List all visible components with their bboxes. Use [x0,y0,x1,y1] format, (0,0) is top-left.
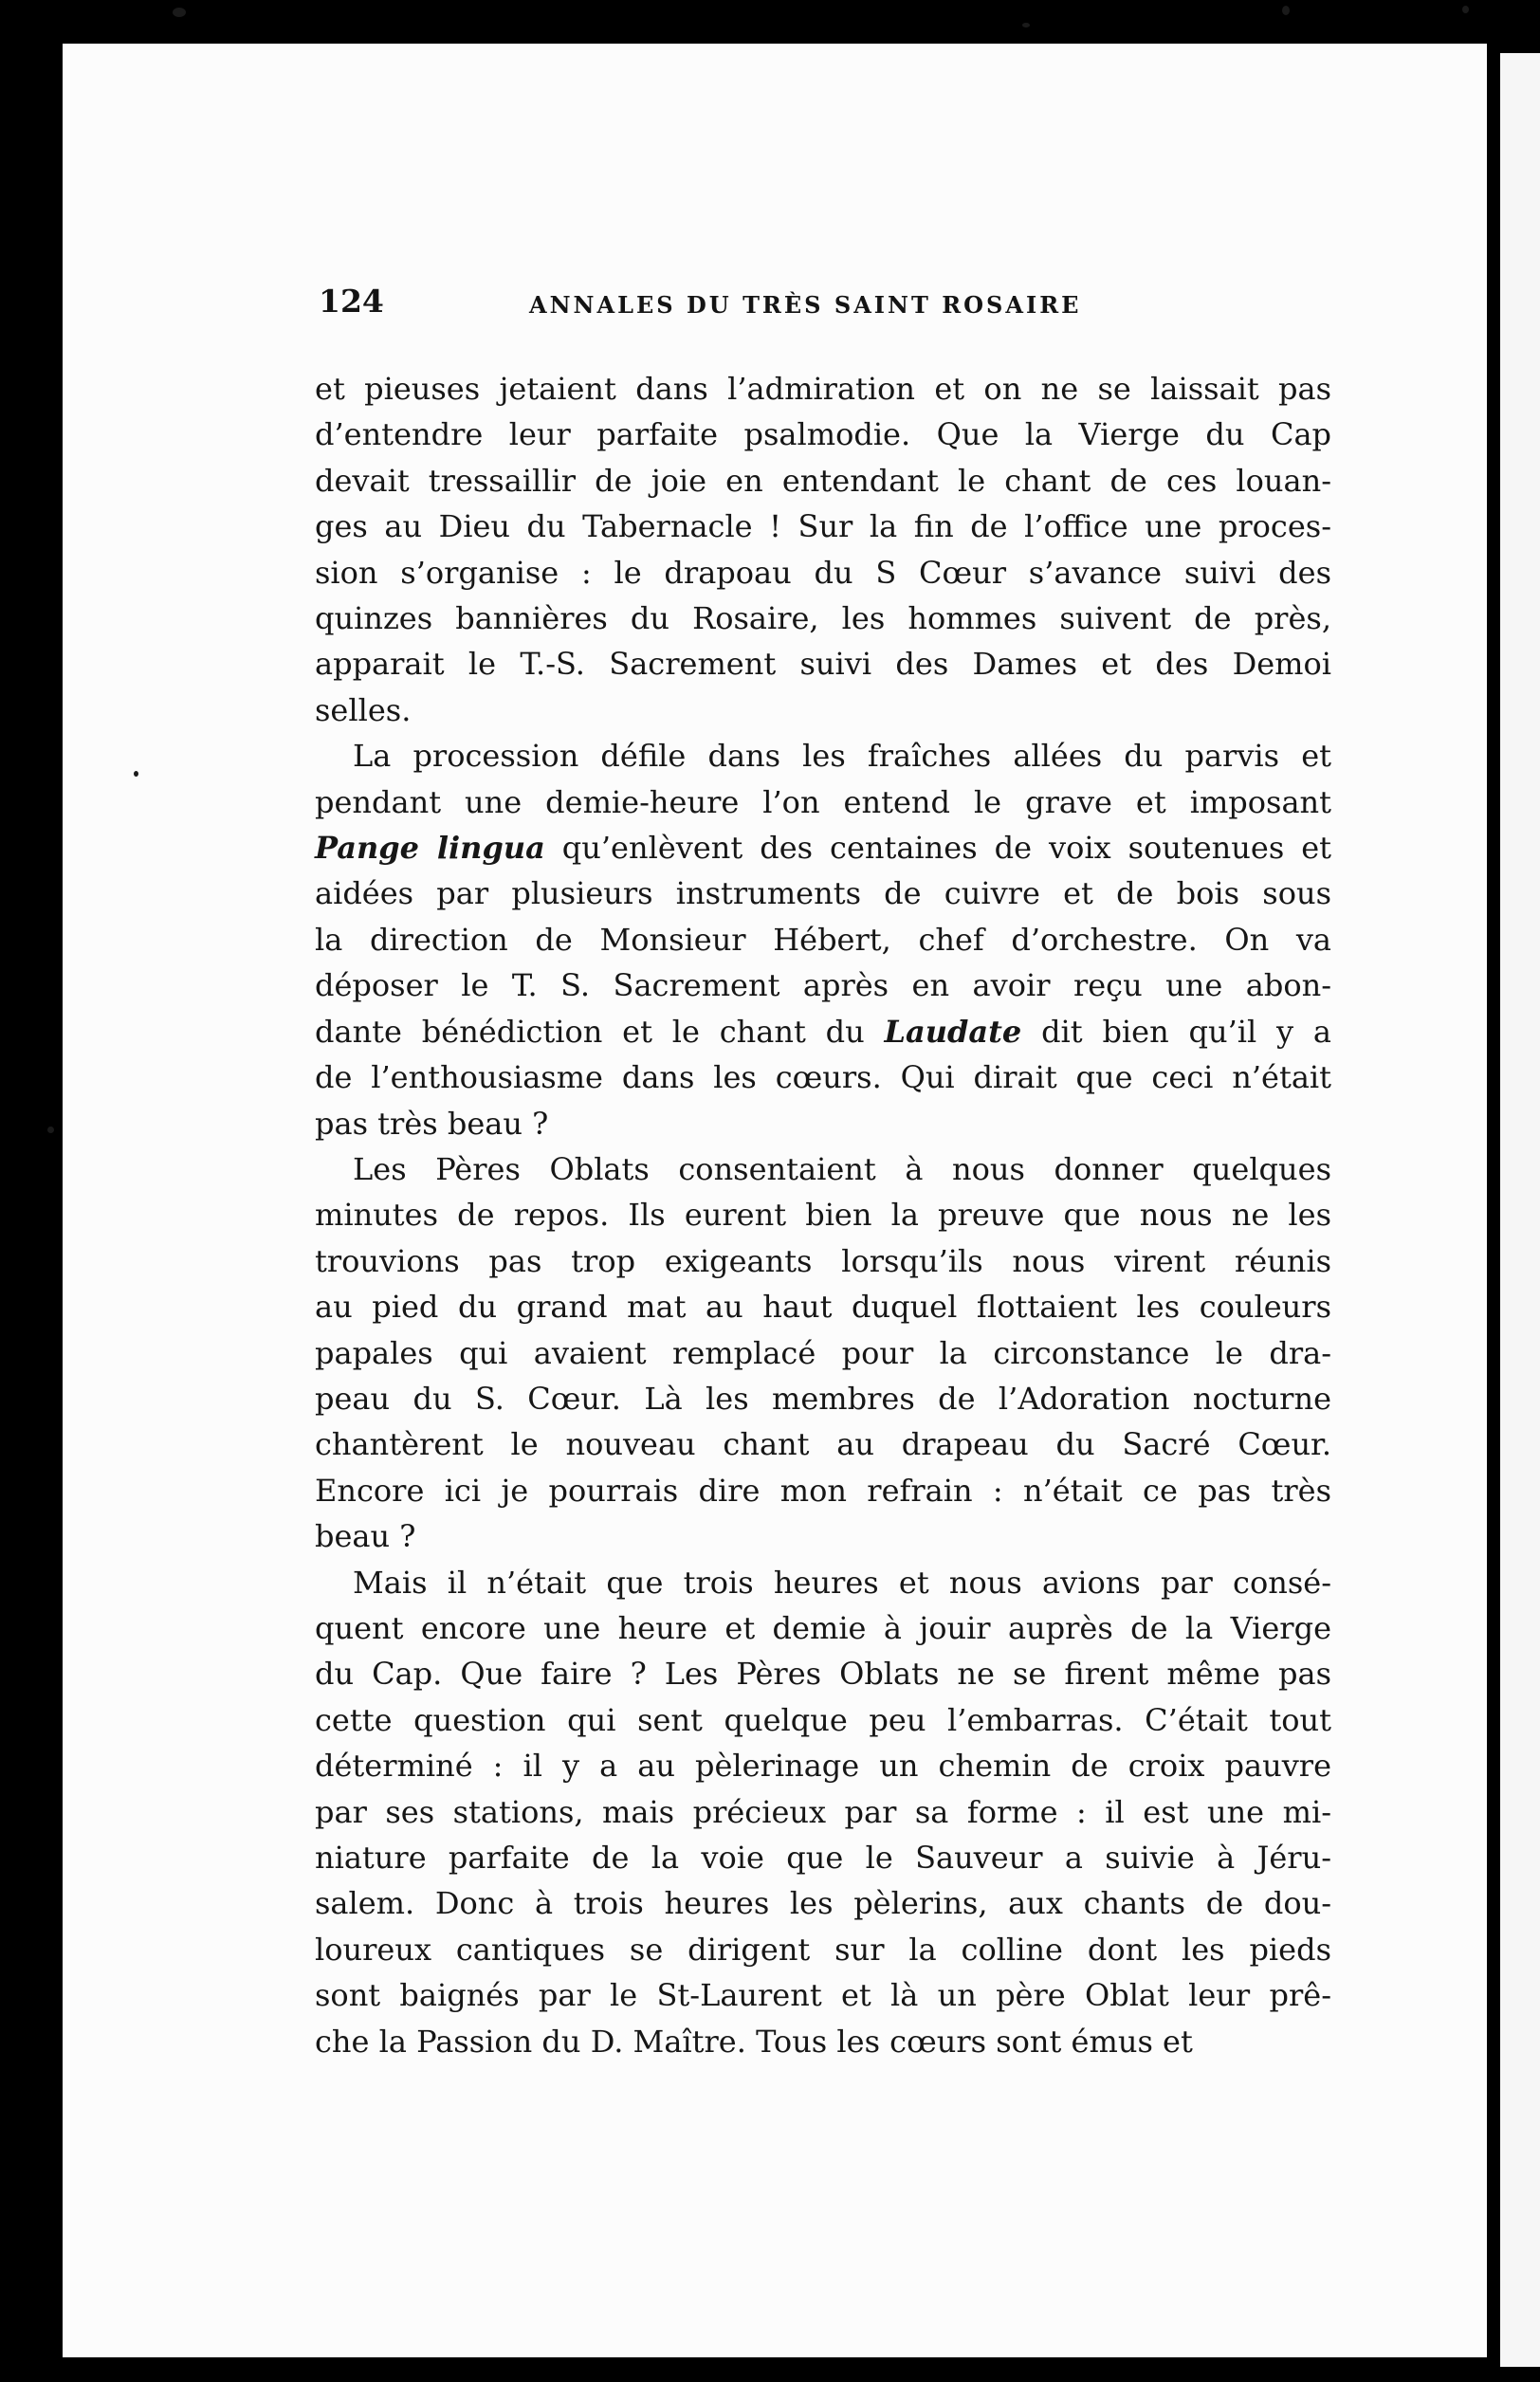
text-line [315,1009,1331,1054]
scan-speck [47,1127,54,1133]
text-run: d’entendre leur parfaite psalmodie. Que la Vierge du Cap [315,416,1331,453]
scan-speck [1282,6,1290,15]
text-line [315,1468,1331,1513]
adjacent-page-edge [1500,53,1540,2367]
text-line [315,825,1331,870]
text-run: sion s’organise : le drapoau du S Cœur s’avance suivi des [315,554,1331,591]
text-line [315,779,1331,825]
text-run: che la Passion du D. Maître. Tous les cœurs sont émus et [315,2023,1193,2060]
text-line [315,596,1331,641]
text-run: aidées par plusieurs instruments de cuivre et de bois sous [315,875,1331,912]
text-line [315,687,1331,733]
text-run: Encore ici je pourrais dire mon refrain : n’était ce pas très [315,1472,1331,1509]
text-line [315,1835,1331,1880]
paragraph [315,1560,1331,2064]
text-run: quinzes bannières du Rosaire, les hommes suivent de près, [315,600,1331,637]
text-run: qu’enlèvent des centaines de voix soutenues et [544,830,1332,867]
text-run: déposer le T. S. Sacrement après en avoir reçu une abon- [315,967,1331,1004]
scan-speck [1022,23,1030,27]
text-line [315,458,1331,504]
text-run: sont baignés par le St-Laurent et là un père Oblat leur prê- [315,1977,1331,2014]
italic-latin-phrase: Laudate [884,1013,1022,1050]
text-line [315,1330,1331,1376]
page-number: 124 [319,283,384,320]
text-run: dit bien qu’il y a [1021,1013,1332,1050]
text-line [315,1192,1331,1237]
text-line [315,1880,1331,1926]
text-line [315,962,1331,1008]
text-line [315,1697,1331,1743]
text-run: apparait le T.-S. Sacrement suivi des Dames et des Demoi [315,646,1331,683]
text-line [315,366,1331,412]
text-line [315,1651,1331,1696]
text-line [315,1927,1331,1972]
page-header [319,283,1151,330]
text-run: loureux cantiques se dirigent sur la colline dont les pieds [315,1931,1331,1968]
body-text [315,366,1331,2064]
text-run: selles. [315,691,412,728]
text-run: Mais il n’était que trois heures et nous avions par consé- [353,1564,1331,1601]
text-line [315,1789,1331,1835]
text-run: pendant une demie-heure l’on entend le grave et imposant [315,783,1331,820]
paragraph [315,366,1331,733]
text-run: ges au Dieu du Tabernacle ! Sur la fin de l’office une proces- [315,508,1331,545]
text-run: par ses stations, mais précieux par sa forme : il est une mi- [315,1793,1331,1830]
text-line [315,1146,1331,1192]
text-run: salem. Donc à trois heures les pèlerins, aux chants de dou- [315,1885,1331,1922]
text-line [315,504,1331,549]
text-run: Les Pères Oblats consentaient à nous donner quelques [353,1150,1331,1187]
text-line [315,917,1331,962]
text-run: minutes de repos. Ils eurent bien la preuve que nous ne les [315,1197,1331,1234]
text-run: pas très beau ? [315,1105,549,1142]
text-line [315,412,1331,457]
paragraph [315,1146,1331,1560]
text-run: de l’enthousiasme dans les cœurs. Qui dirait que ceci n’était [315,1059,1331,1096]
text-line [315,550,1331,596]
text-run: déterminé : il y a au pèlerinage un chemin de croix pauvre [315,1748,1331,1785]
text-run: du Cap. Que faire ? Les Pères Oblats ne se firent même pas [315,1656,1331,1693]
text-line [315,1054,1331,1100]
scan-speck [134,771,138,777]
text-run: quent encore une heure et demie à jouir auprès de la Vierge [315,1609,1331,1646]
text-run: peau du S. Cœur. Là les membres de l’Adoration nocturne [315,1380,1331,1417]
paragraph [315,733,1331,1146]
text-line [315,1972,1331,2018]
text-line [315,1101,1331,1146]
text-line [315,1284,1331,1329]
text-run: dante bénédiction et le chant du [315,1013,885,1050]
text-run: devait tressaillir de joie en entendant le chant de ces louan- [315,462,1331,499]
text-line [315,1743,1331,1788]
text-run: niature parfaite de la voie que le Sauveur a suivie à Jéru- [315,1840,1331,1876]
text-line [315,2019,1331,2064]
italic-latin-phrase: Pange lingua [315,830,545,867]
text-line [315,733,1331,779]
text-run: papales qui avaient remplacé pour la circonstance le dra- [315,1334,1331,1371]
text-line [315,641,1331,687]
text-line [315,1605,1331,1651]
scan-speck [1462,6,1469,13]
text-line [315,870,1331,916]
text-line [315,1513,1331,1559]
text-run: cette question qui sent quelque peu l’embarras. C’était tout [315,1701,1331,1738]
scan-speck [173,8,186,17]
text-run: La procession défile dans les fraîches allées du parvis et [353,738,1331,775]
text-run: chantèrent le nouveau chant au drapeau du Sacré Cœur. [315,1426,1331,1463]
text-run: la direction de Monsieur Hébert, chef d’orchestre. On va [315,921,1331,958]
text-line [315,1238,1331,1284]
text-run: au pied du grand mat au haut duquel flottaient les couleurs [315,1289,1331,1326]
text-run: trouvions pas trop exigeants lorsqu’ils nous virent réunis [315,1242,1331,1279]
running-title: ANNALES DU TRÈS SAINT ROSAIRE [529,291,1082,319]
text-line [315,1421,1331,1467]
text-run: beau ? [315,1518,416,1555]
text-run: et pieuses jetaient dans l’admiration et on ne se laissait pas [315,371,1331,407]
text-line [315,1376,1331,1421]
text-line [315,1560,1331,1605]
